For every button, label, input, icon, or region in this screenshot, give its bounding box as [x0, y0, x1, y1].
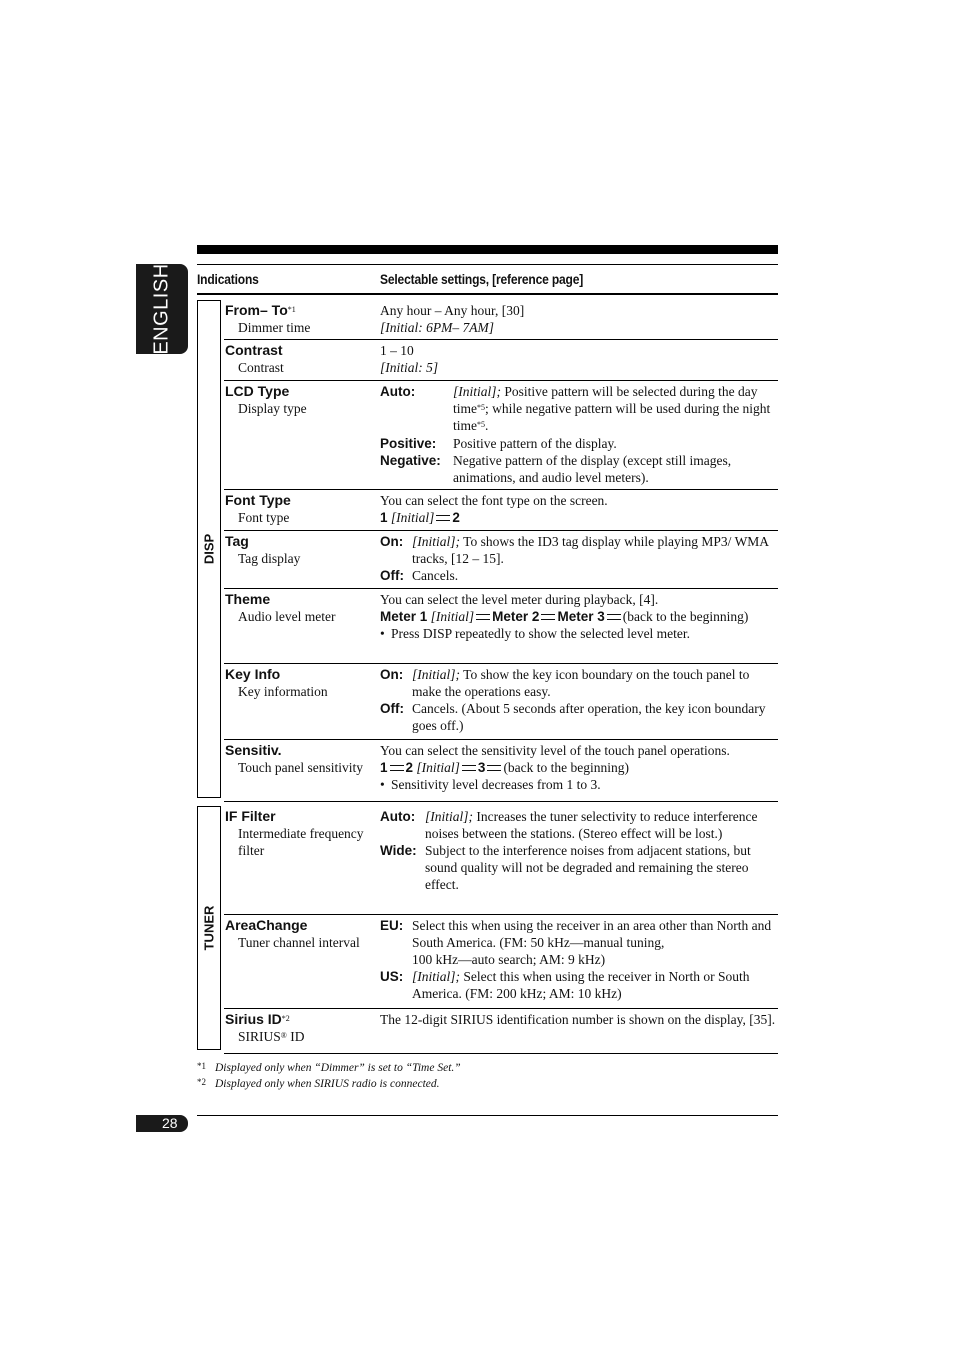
bottom-rule — [197, 1115, 778, 1116]
lcd-negative-option: Negative: Negative pattern of the display (except still images, animations, and audio level meters). — [380, 453, 732, 485]
page-number: 28 — [162, 1115, 178, 1131]
from-to-initial: [Initial: 6PM– 7AM] — [380, 320, 494, 335]
header-indications: Indications — [197, 271, 259, 287]
sensitiv-desc: You can select the sensitivity level of the touch panel operations. — [380, 743, 730, 758]
sirius-id-sub: SIRIUS® ID — [238, 1029, 305, 1044]
sensitiv-name: Sensitiv. — [225, 742, 282, 758]
tag-name: Tag — [225, 533, 249, 549]
group-disp — [197, 300, 221, 798]
row-sirius-id — [224, 1009, 778, 1054]
from-to-sub: Dimmer time — [238, 320, 311, 335]
if-filter-sub: Intermediate frequency filter — [238, 826, 364, 858]
sensitiv-options: 1 2 [Initial] 3 (back to the beginning) — [380, 760, 630, 775]
from-to-range: Any hour – Any hour, [30] — [380, 303, 525, 318]
area-change-name: AreaChange — [225, 917, 308, 933]
row-font-type — [224, 490, 778, 531]
contrast-sub: Contrast — [238, 360, 284, 375]
language-tab — [136, 264, 188, 354]
sensitiv-sub: Touch panel sensitivity — [238, 760, 364, 775]
area-change-sub: Tuner channel interval — [238, 935, 360, 950]
theme-name: Theme — [225, 591, 271, 607]
tag-sub: Tag display — [238, 551, 301, 566]
row-from-to — [224, 300, 778, 340]
key-info-on-option: On: [Initial]; To show the key icon boundary on the touch panel to make the operations easy. — [380, 667, 750, 699]
row-key-info — [224, 664, 778, 740]
toggle-arrow-icon — [541, 612, 555, 622]
theme-bullet: • Press DISP repeatedly to show the selected level meter. — [380, 626, 691, 641]
row-contrast — [224, 340, 778, 381]
disp-rows — [224, 300, 778, 802]
key-info-off-option: Off: Cancels. (About 5 seconds after operation, the key icon boundary goes off.) — [380, 701, 766, 733]
footnote-2: *2 Displayed only when SIRIUS radio is connected. — [197, 1077, 440, 1090]
toggle-arrow-icon — [390, 763, 404, 773]
row-theme — [224, 589, 778, 664]
row-if-filter — [224, 806, 778, 915]
if-auto-option: Auto: [Initial]; Increases the tuner selectivity to reduce interference noises between the stations. (Stereo effect will be lost.) — [380, 809, 758, 841]
area-eu-option: EU: Select this when using the receiver in an area other than North and South America. (FM: 50 kHz—manual tuning, 100 kHz—auto search; AM: 9 kHz) — [380, 918, 772, 967]
area-us-option: US: [Initial]; Select this when using the receiver in North or South America. (FM: 200 kHz; AM: 10 kHz) — [380, 969, 750, 1001]
theme-options: Meter 1 [Initial] Meter 2 Meter 3 (back to the beginning) — [380, 609, 749, 624]
font-type-desc: You can select the font type on the screen. — [380, 493, 608, 508]
row-tag — [224, 531, 778, 589]
font-type-name: Font Type — [225, 492, 291, 508]
group-tuner-label: TUNER — [201, 905, 217, 951]
lcd-positive-option: Positive: Positive pattern of the display. — [380, 436, 617, 451]
lcd-auto-option: Auto: [Initial]; Positive pattern will be selected during the day time$^{*5}$; while negative pattern will be used during the night time$^{*5}$. — [380, 384, 771, 433]
font-type-sub: Font type — [238, 510, 290, 525]
key-info-name: Key Info — [225, 666, 281, 682]
header-rule-bottom — [197, 293, 778, 295]
group-tuner — [197, 806, 221, 1050]
contrast-initial: [Initial: 5] — [380, 360, 439, 375]
tag-off-option: Off: Cancels. — [380, 568, 459, 583]
if-wide-option: Wide: Subject to the interference noises from adjacent stations, but sound quality will not be degraded and remaining the stereo effect. — [380, 843, 751, 892]
header-rule-top — [197, 264, 778, 265]
tuner-rows — [224, 806, 778, 1054]
row-area-change — [224, 915, 778, 1009]
lcd-type-sub: Display type — [238, 401, 307, 416]
sensitiv-bullet: • Sensitivity level decreases from 1 to 3. — [380, 777, 601, 792]
toggle-arrow-icon — [436, 513, 450, 523]
tag-on-option: On: [Initial]; To shows the ID3 tag display while playing MP3/ WMA tracks, [12 – 15]. — [380, 534, 769, 566]
group-disp-label: DISP — [201, 533, 217, 565]
theme-sub: Audio level meter — [238, 609, 336, 624]
header-settings: Selectable settings, [reference page] — [380, 271, 584, 287]
theme-desc: You can select the level meter during playback, [4]. — [380, 592, 659, 607]
toggle-arrow-icon — [462, 763, 476, 773]
footnote-1: *1 Displayed only when “Dimmer” is set to “Time Set.” — [197, 1061, 461, 1074]
row-lcd-type — [224, 381, 778, 490]
sirius-id-desc: The 12-digit SIRIUS identification number is shown on the display, [35]. — [380, 1012, 776, 1027]
toggle-arrow-icon — [607, 612, 621, 622]
lcd-type-name: LCD Type — [225, 383, 290, 399]
toggle-arrow-icon — [487, 763, 501, 773]
sirius-id-name: Sirius ID$^{*2}$ — [225, 1011, 290, 1027]
contrast-name: Contrast — [225, 342, 283, 358]
page-number-tab — [136, 1115, 188, 1132]
if-filter-name: IF Filter — [225, 808, 276, 824]
row-sensitiv — [224, 740, 778, 802]
from-to-name: From– To$^{*1}$ — [225, 302, 296, 318]
key-info-sub: Key information — [238, 684, 328, 699]
font-type-options: 1 [Initial] 2 — [380, 510, 460, 525]
contrast-range: 1 – 10 — [380, 343, 414, 358]
language-label: ENGLISH — [150, 263, 173, 355]
top-bar — [197, 245, 778, 254]
toggle-arrow-icon — [476, 612, 490, 622]
